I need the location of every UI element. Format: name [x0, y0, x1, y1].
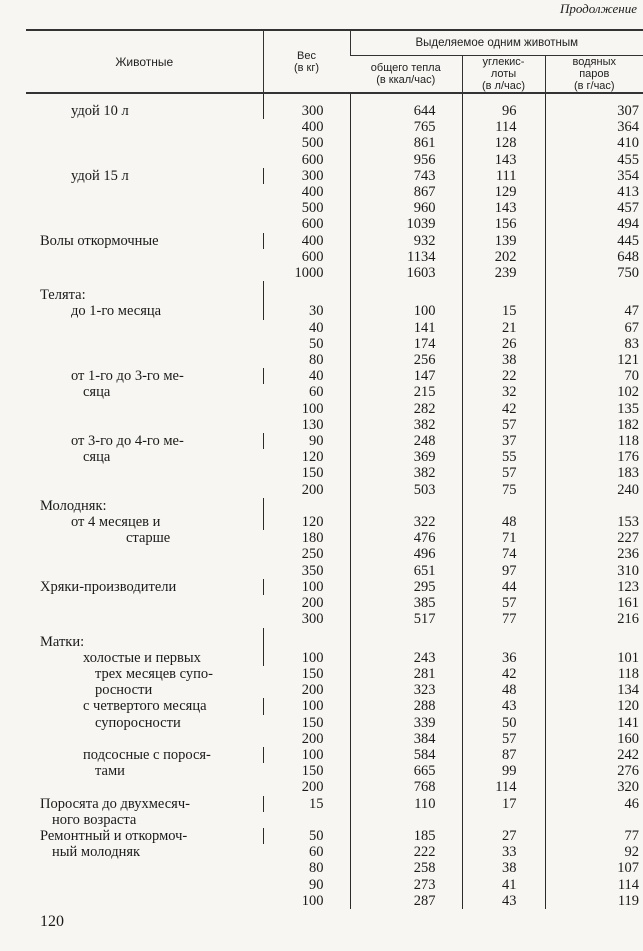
cell-weight: 120 [301, 449, 324, 466]
animal-label-line: старше [126, 530, 171, 547]
cell-heat: 110 [350, 796, 462, 812]
cell-weight: 90 [263, 433, 350, 449]
cell-heat: 281 [350, 666, 462, 682]
table-row [26, 93, 643, 119]
cell-water: 242 [545, 747, 643, 763]
cell-heat: 248 [350, 433, 462, 449]
cell-co2: 42 [462, 401, 545, 417]
cell-heat: 215 [350, 384, 462, 400]
cell-water: 410 [545, 135, 643, 151]
cell-water: 141 [545, 715, 643, 731]
cell-water: 46 [545, 796, 643, 812]
section-heading: Молодняк: [40, 497, 107, 514]
cell-heat: 651 [350, 563, 462, 579]
cell-co2: 48 [462, 682, 545, 698]
cell-co2: 41 [462, 877, 545, 893]
section-heading: Телята: [40, 287, 86, 304]
animal-label [26, 828, 263, 909]
cell-co2: 202 [462, 249, 545, 265]
cell-water [545, 628, 643, 650]
cell-weight: 200 [301, 730, 324, 747]
continued-label: Продолжение [559, 1, 637, 16]
section-heading-row [26, 628, 643, 650]
cell-heat: 273 [350, 877, 462, 893]
animal-label [26, 433, 263, 498]
cell-co2: 48 [462, 514, 545, 530]
cell-weight: 400 [301, 184, 324, 201]
cell-water: 120 [545, 698, 643, 714]
cell-weight: 100 [263, 579, 350, 595]
cell-heat: 369 [350, 449, 462, 465]
animal-label [26, 168, 263, 233]
table-row [26, 368, 643, 384]
cell-weight: 150 [301, 714, 324, 731]
cell-weight: 100 [263, 698, 350, 714]
cell-heat: 141 [350, 320, 462, 336]
cell-co2: 55 [462, 449, 545, 465]
cell-heat: 185 [350, 828, 462, 844]
cell-heat [350, 498, 462, 514]
cell-weight: 50 [309, 335, 324, 352]
cell-water [545, 812, 643, 828]
animal-label [26, 233, 263, 282]
cell-heat: 287 [350, 893, 462, 909]
cell-heat: 517 [350, 611, 462, 627]
cell-water: 216 [545, 611, 643, 627]
cell-co2: 37 [462, 433, 545, 449]
cell-heat: 382 [350, 465, 462, 481]
cell-co2: 57 [462, 417, 545, 433]
header-animals: Животные [26, 30, 263, 93]
cell-water: 121 [545, 352, 643, 368]
header-water [545, 56, 643, 94]
cell-heat: 174 [350, 336, 462, 352]
cell-heat: 496 [350, 546, 462, 562]
cell-weight: 600 [301, 151, 324, 168]
cell-weight: 600 [301, 248, 324, 265]
cell-water: 445 [545, 233, 643, 249]
cell-weight: 1000 [294, 265, 324, 282]
cell-co2: 57 [462, 595, 545, 611]
cell-co2: 36 [462, 650, 545, 666]
cell-heat: 665 [350, 763, 462, 779]
cell-heat: 384 [350, 731, 462, 747]
cell-co2: 139 [462, 233, 545, 249]
cell-weight: 60 [309, 384, 324, 401]
cell-water: 494 [545, 216, 643, 232]
cell-weight: 200 [301, 595, 324, 612]
cell-water: 307 [545, 93, 643, 119]
table-row [26, 747, 643, 763]
cell-co2: 74 [462, 546, 545, 562]
header-weight [263, 30, 350, 93]
animal-label-line: от 4 месяцев и [71, 514, 161, 531]
cell-water [545, 281, 643, 303]
cell-water: 160 [545, 731, 643, 747]
cell-water: 310 [545, 563, 643, 579]
cell-co2: 43 [462, 893, 545, 909]
animal-emission-table [26, 29, 643, 909]
cell-heat: 295 [350, 579, 462, 595]
animal-label-line: тами [95, 763, 125, 780]
cell-co2: 128 [462, 135, 545, 151]
header-co2-line3: (в л/час) [481, 80, 526, 92]
cell-weight: 90 [309, 876, 324, 893]
animal-label [26, 747, 263, 796]
cell-water: 364 [545, 119, 643, 135]
cell-co2: 71 [462, 530, 545, 546]
header-weight-line1: Вес [297, 49, 316, 62]
cell-weight: 30 [263, 303, 350, 319]
cell-weight: 250 [301, 546, 324, 563]
cell-water: 413 [545, 184, 643, 200]
cell-water: 750 [545, 265, 643, 281]
cell-co2: 57 [462, 465, 545, 481]
cell-co2: 99 [462, 763, 545, 779]
cell-heat: 861 [350, 135, 462, 151]
animal-label-line: супоросности [95, 714, 181, 731]
header-co2-line2: лоты [490, 68, 517, 80]
cell-co2: 21 [462, 320, 545, 336]
header-water-line3: (в г/час) [573, 80, 615, 92]
cell-water: 648 [545, 249, 643, 265]
cell-heat: 243 [350, 650, 462, 666]
cell-co2: 129 [462, 184, 545, 200]
animal-label-line: ный молодняк [52, 844, 141, 861]
cell-heat: 867 [350, 184, 462, 200]
cell-heat [350, 628, 462, 650]
cell-water: 102 [545, 384, 643, 400]
cell-weight: 60 [309, 844, 324, 861]
cell-weight [263, 281, 350, 303]
cell-co2: 26 [462, 336, 545, 352]
cell-weight: 150 [301, 665, 324, 682]
table-row [26, 796, 643, 812]
cell-co2 [462, 498, 545, 514]
cell-water: 320 [545, 779, 643, 795]
animal-label-line: сяца [83, 449, 111, 466]
header-water-line2: паров [579, 68, 610, 80]
section-heading: Матки: [40, 633, 85, 650]
animal-label [26, 579, 263, 628]
cell-co2: 87 [462, 747, 545, 763]
cell-weight [263, 628, 350, 650]
header-co2 [462, 56, 545, 94]
cell-co2 [462, 281, 545, 303]
animal-label [26, 650, 263, 699]
animal-label-line: Волы откормочные [40, 232, 159, 249]
cell-heat: 1603 [350, 265, 462, 281]
cell-water: 240 [545, 482, 643, 498]
animal-label-line: от 1-го до 3-го ме- [71, 368, 184, 385]
cell-weight: 300 [263, 168, 350, 184]
cell-weight: 100 [263, 650, 350, 666]
cell-weight: 150 [301, 465, 324, 482]
cell-weight: 15 [263, 796, 350, 812]
animal-label [26, 303, 263, 368]
table-row [26, 698, 643, 714]
table-row [26, 303, 643, 319]
cell-water: 77 [545, 828, 643, 844]
animal-label-line: ного возраста [52, 811, 137, 828]
cell-heat: 768 [350, 779, 462, 795]
cell-water: 47 [545, 303, 643, 319]
cell-weight: 500 [301, 200, 324, 217]
cell-weight: 180 [301, 530, 324, 547]
cell-water: 123 [545, 579, 643, 595]
cell-weight: 80 [309, 860, 324, 877]
cell-weight [263, 498, 350, 514]
cell-water: 107 [545, 860, 643, 876]
cell-co2: 143 [462, 152, 545, 168]
cell-co2: 96 [462, 93, 545, 119]
cell-water: 183 [545, 465, 643, 481]
animal-label-line: с четвертого месяца [83, 698, 207, 715]
header-heat [350, 56, 462, 94]
cell-co2 [462, 628, 545, 650]
cell-water: 101 [545, 650, 643, 666]
cell-co2: 143 [462, 200, 545, 216]
header-emitted-group: Выделяемое одним животным [350, 30, 643, 56]
header-heat-line2: (в ккал/час) [376, 74, 436, 86]
cell-co2: 114 [462, 779, 545, 795]
cell-water: 134 [545, 682, 643, 698]
cell-water: 92 [545, 844, 643, 860]
cell-heat: 322 [350, 514, 462, 530]
cell-weight: 350 [301, 562, 324, 579]
cell-weight: 200 [301, 779, 324, 796]
cell-heat: 644 [350, 93, 462, 119]
animal-label [26, 93, 263, 168]
cell-water: 236 [545, 546, 643, 562]
cell-weight: 300 [301, 611, 324, 628]
header-weight-line2: (в кг) [293, 61, 320, 74]
cell-heat [350, 812, 462, 828]
cell-water: 276 [545, 763, 643, 779]
cell-heat: 503 [350, 482, 462, 498]
animal-label [26, 514, 263, 579]
cell-co2: 75 [462, 482, 545, 498]
cell-heat: 339 [350, 715, 462, 731]
cell-co2: 50 [462, 715, 545, 731]
cell-co2: 43 [462, 698, 545, 714]
cell-heat: 323 [350, 682, 462, 698]
cell-weight: 150 [301, 763, 324, 780]
cell-co2: 111 [462, 168, 545, 184]
cell-heat: 385 [350, 595, 462, 611]
cell-water [545, 498, 643, 514]
animal-label [26, 368, 263, 433]
cell-co2: 38 [462, 860, 545, 876]
cell-co2: 15 [462, 303, 545, 319]
cell-water: 83 [545, 336, 643, 352]
cell-co2: 42 [462, 666, 545, 682]
cell-weight: 100 [301, 400, 324, 417]
animal-label-line: Хряки-производители [40, 578, 177, 595]
cell-weight: 40 [263, 368, 350, 384]
table-row [26, 433, 643, 449]
cell-water: 153 [545, 514, 643, 530]
cell-water: 455 [545, 152, 643, 168]
cell-co2: 33 [462, 844, 545, 860]
cell-water: 114 [545, 877, 643, 893]
cell-weight: 80 [309, 352, 324, 369]
cell-heat: 765 [350, 119, 462, 135]
cell-co2: 32 [462, 384, 545, 400]
cell-co2: 97 [462, 563, 545, 579]
cell-weight: 500 [301, 135, 324, 152]
cell-weight: 200 [301, 481, 324, 498]
table-body [26, 93, 643, 909]
cell-water: 70 [545, 368, 643, 384]
cell-co2: 38 [462, 352, 545, 368]
cell-co2: 57 [462, 731, 545, 747]
cell-weight: 200 [301, 682, 324, 699]
cell-heat: 960 [350, 200, 462, 216]
animal-label-line: подсосные с порося- [83, 746, 211, 763]
cell-water: 227 [545, 530, 643, 546]
animal-label-line: удой 15 л [71, 167, 129, 184]
cell-heat: 1039 [350, 216, 462, 232]
animal-label-line: Поросята до двухмесяч- [40, 795, 190, 812]
cell-heat: 100 [350, 303, 462, 319]
table-row [26, 168, 643, 184]
cell-weight: 100 [263, 747, 350, 763]
cell-co2: 22 [462, 368, 545, 384]
cell-heat: 476 [350, 530, 462, 546]
cell-water: 135 [545, 401, 643, 417]
animal-label-line: холостые и первых [83, 649, 201, 666]
cell-co2: 44 [462, 579, 545, 595]
cell-weight: 600 [301, 216, 324, 233]
cell-heat: 256 [350, 352, 462, 368]
table-row [26, 828, 643, 844]
animal-label-line: росности [95, 682, 153, 699]
header-water-line1: водяных [572, 56, 616, 68]
cell-heat: 932 [350, 233, 462, 249]
header-co2-line1: углекис- [482, 56, 525, 68]
cell-water: 161 [545, 595, 643, 611]
cell-water: 457 [545, 200, 643, 216]
cell-heat: 258 [350, 860, 462, 876]
cell-heat: 288 [350, 698, 462, 714]
page-number: 120 [40, 913, 64, 930]
cell-weight: 130 [301, 416, 324, 433]
cell-water: 118 [545, 666, 643, 682]
animal-label-line: удой 10 л [71, 103, 129, 119]
animal-label-line: трех месяцев супо- [95, 665, 213, 682]
table-row [26, 233, 643, 249]
cell-weight: 400 [301, 119, 324, 136]
animal-label [26, 796, 263, 828]
cell-heat: 382 [350, 417, 462, 433]
table-row [26, 650, 643, 666]
cell-water: 118 [545, 433, 643, 449]
cell-water: 176 [545, 449, 643, 465]
animal-label-line: Ремонтный и откормоч- [40, 827, 188, 844]
animal-label-line: до 1-го месяца [71, 303, 162, 320]
cell-co2: 239 [462, 265, 545, 281]
cell-water: 119 [545, 893, 643, 909]
table-row [26, 514, 643, 530]
cell-co2 [462, 812, 545, 828]
section-heading-row [26, 281, 643, 303]
cell-weight: 50 [263, 828, 350, 844]
animal-label-line: от 3-го до 4-го ме- [71, 433, 184, 450]
cell-heat: 584 [350, 747, 462, 763]
cell-heat: 222 [350, 844, 462, 860]
cell-heat: 743 [350, 168, 462, 184]
cell-water: 182 [545, 417, 643, 433]
section-heading-row [26, 498, 643, 514]
cell-weight: 40 [309, 319, 324, 336]
cell-weight: 400 [263, 233, 350, 249]
cell-co2: 156 [462, 216, 545, 232]
cell-weight: 120 [263, 514, 350, 530]
cell-heat: 1134 [350, 249, 462, 265]
cell-co2: 27 [462, 828, 545, 844]
cell-weight: 100 [301, 892, 324, 909]
cell-co2: 17 [462, 796, 545, 812]
animal-label [26, 698, 263, 747]
cell-co2: 77 [462, 611, 545, 627]
cell-heat: 956 [350, 152, 462, 168]
cell-water: 67 [545, 320, 643, 336]
header-heat-line1: общего тепла [370, 62, 441, 74]
cell-co2: 114 [462, 119, 545, 135]
cell-water: 354 [545, 168, 643, 184]
table-row [26, 579, 643, 595]
cell-heat: 147 [350, 368, 462, 384]
cell-weight [263, 812, 350, 828]
animal-label-line: сяца [83, 384, 111, 401]
cell-weight: 300 [263, 93, 350, 119]
cell-heat: 282 [350, 401, 462, 417]
cell-heat [350, 281, 462, 303]
table-header [26, 30, 643, 93]
